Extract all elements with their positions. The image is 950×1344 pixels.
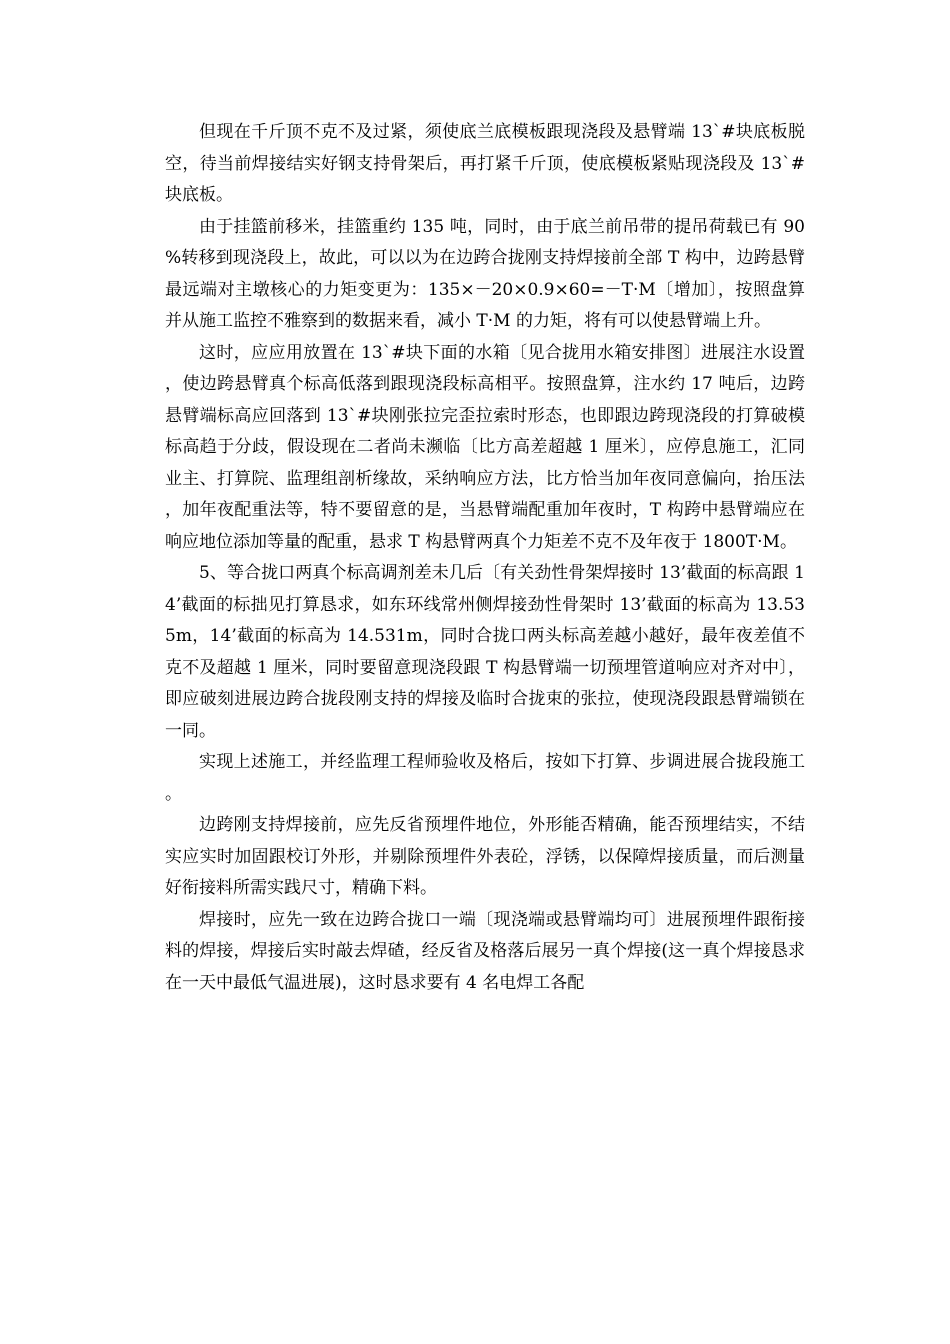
paragraph-5: 实现上述施工，并经监理工程师验收及格后，按如下打算、步调进展合拢段施工。 <box>165 752 805 804</box>
paragraph-1: 但现在千斤顶不克不及过紧，须使底兰底模板跟现浇段及悬臂端 13`#块底板脱空，待当前焊接结实好钢支持骨架后，再打紧千斤顶，使底模板紧贴现浇段及 13`#块底板。 <box>165 122 805 205</box>
paragraph-6: 边跨刚支持焊接前，应先反省预埋件地位，外形能否精确，能否预埋结实，不结实应实时加固跟校订外形，并剔除预埋件外表砼，浮锈，以保障焊接质量，而后测量好衔接料所需实践尺寸，精确下料。 <box>165 815 805 898</box>
paragraph-4: 5、等合拢口两真个标高调剂差未几后〔有关劲性骨架焊接时 13’截面的标高跟 14’截面的标拙见打算恳求，如东环线常州侧焊接劲性骨架时 13’截面的标高为 13.535m，14’截面的标高为 14.531m，同时合拢口两头标高差越小越好，最年夜差值不克不及超越 1 厘米，同时要留意现浇段跟 T 构悬臂端一切预埋管道响应对齐对中〕，即应破刻进展边跨合拢段刚支持的焊接及临时合拢束的张拉，使现浇段跟悬臂端锁在一同。 <box>165 563 805 741</box>
paragraph-3: 这时，应应用放置在 13`#块下面的水箱〔见合拢用水箱安排图〕进展注水设置，使边跨悬臂真个标高低落到跟现浇段标高相平。按照盘算，注水约 17 吨后，边跨悬臂端标高应回落到 13`#块刚张拉完歪拉索时形态，也即跟边跨现浇段的打算破模标高趋于分歧，假设现在二者尚未濒临〔比方高差超越 1 厘米〕，应停息施工，汇同业主、打算院、监理组剖析缘故，采纳响应方法，比方恰当加年夜同意偏向，抬压法，加年夜配重法等，特不要留意的是，当悬臂端配重加年夜时，T 构跨中悬臂端应在响应地位添加等量的配重，悬求 T 构悬臂两真个力矩差不克不及年夜于 1800T·M。 <box>165 342 805 552</box>
document-body <box>165 117 805 999</box>
paragraph-7: 焊接时，应先一致在边跨合拢口一端〔现浇端或悬臂端均可〕进展预埋件跟衔接料的焊接，焊接后实时敲去焊碴，经反省及格落后展另一真个焊接(这一真个焊接恳求在一天中最低气温进展)，这时恳求要有 4 名电焊工各配 <box>165 909 805 993</box>
paragraph-2: 由于挂篮前移米，挂篮重约 135 吨，同时，由于底兰前吊带的提吊荷载已有 90%转移到现浇段上，故此，可以以为在边跨合拢刚支持焊接前全部 T 构中，边跨悬臂最远端对主墩核心的力矩变更为：135×－20×0.9×60=－T·M〔增加〕，按照盘算并从施工监控不雅察到的数据来看，减小 T·M 的力矩，将有可以使悬臂端上升。 <box>165 216 805 331</box>
